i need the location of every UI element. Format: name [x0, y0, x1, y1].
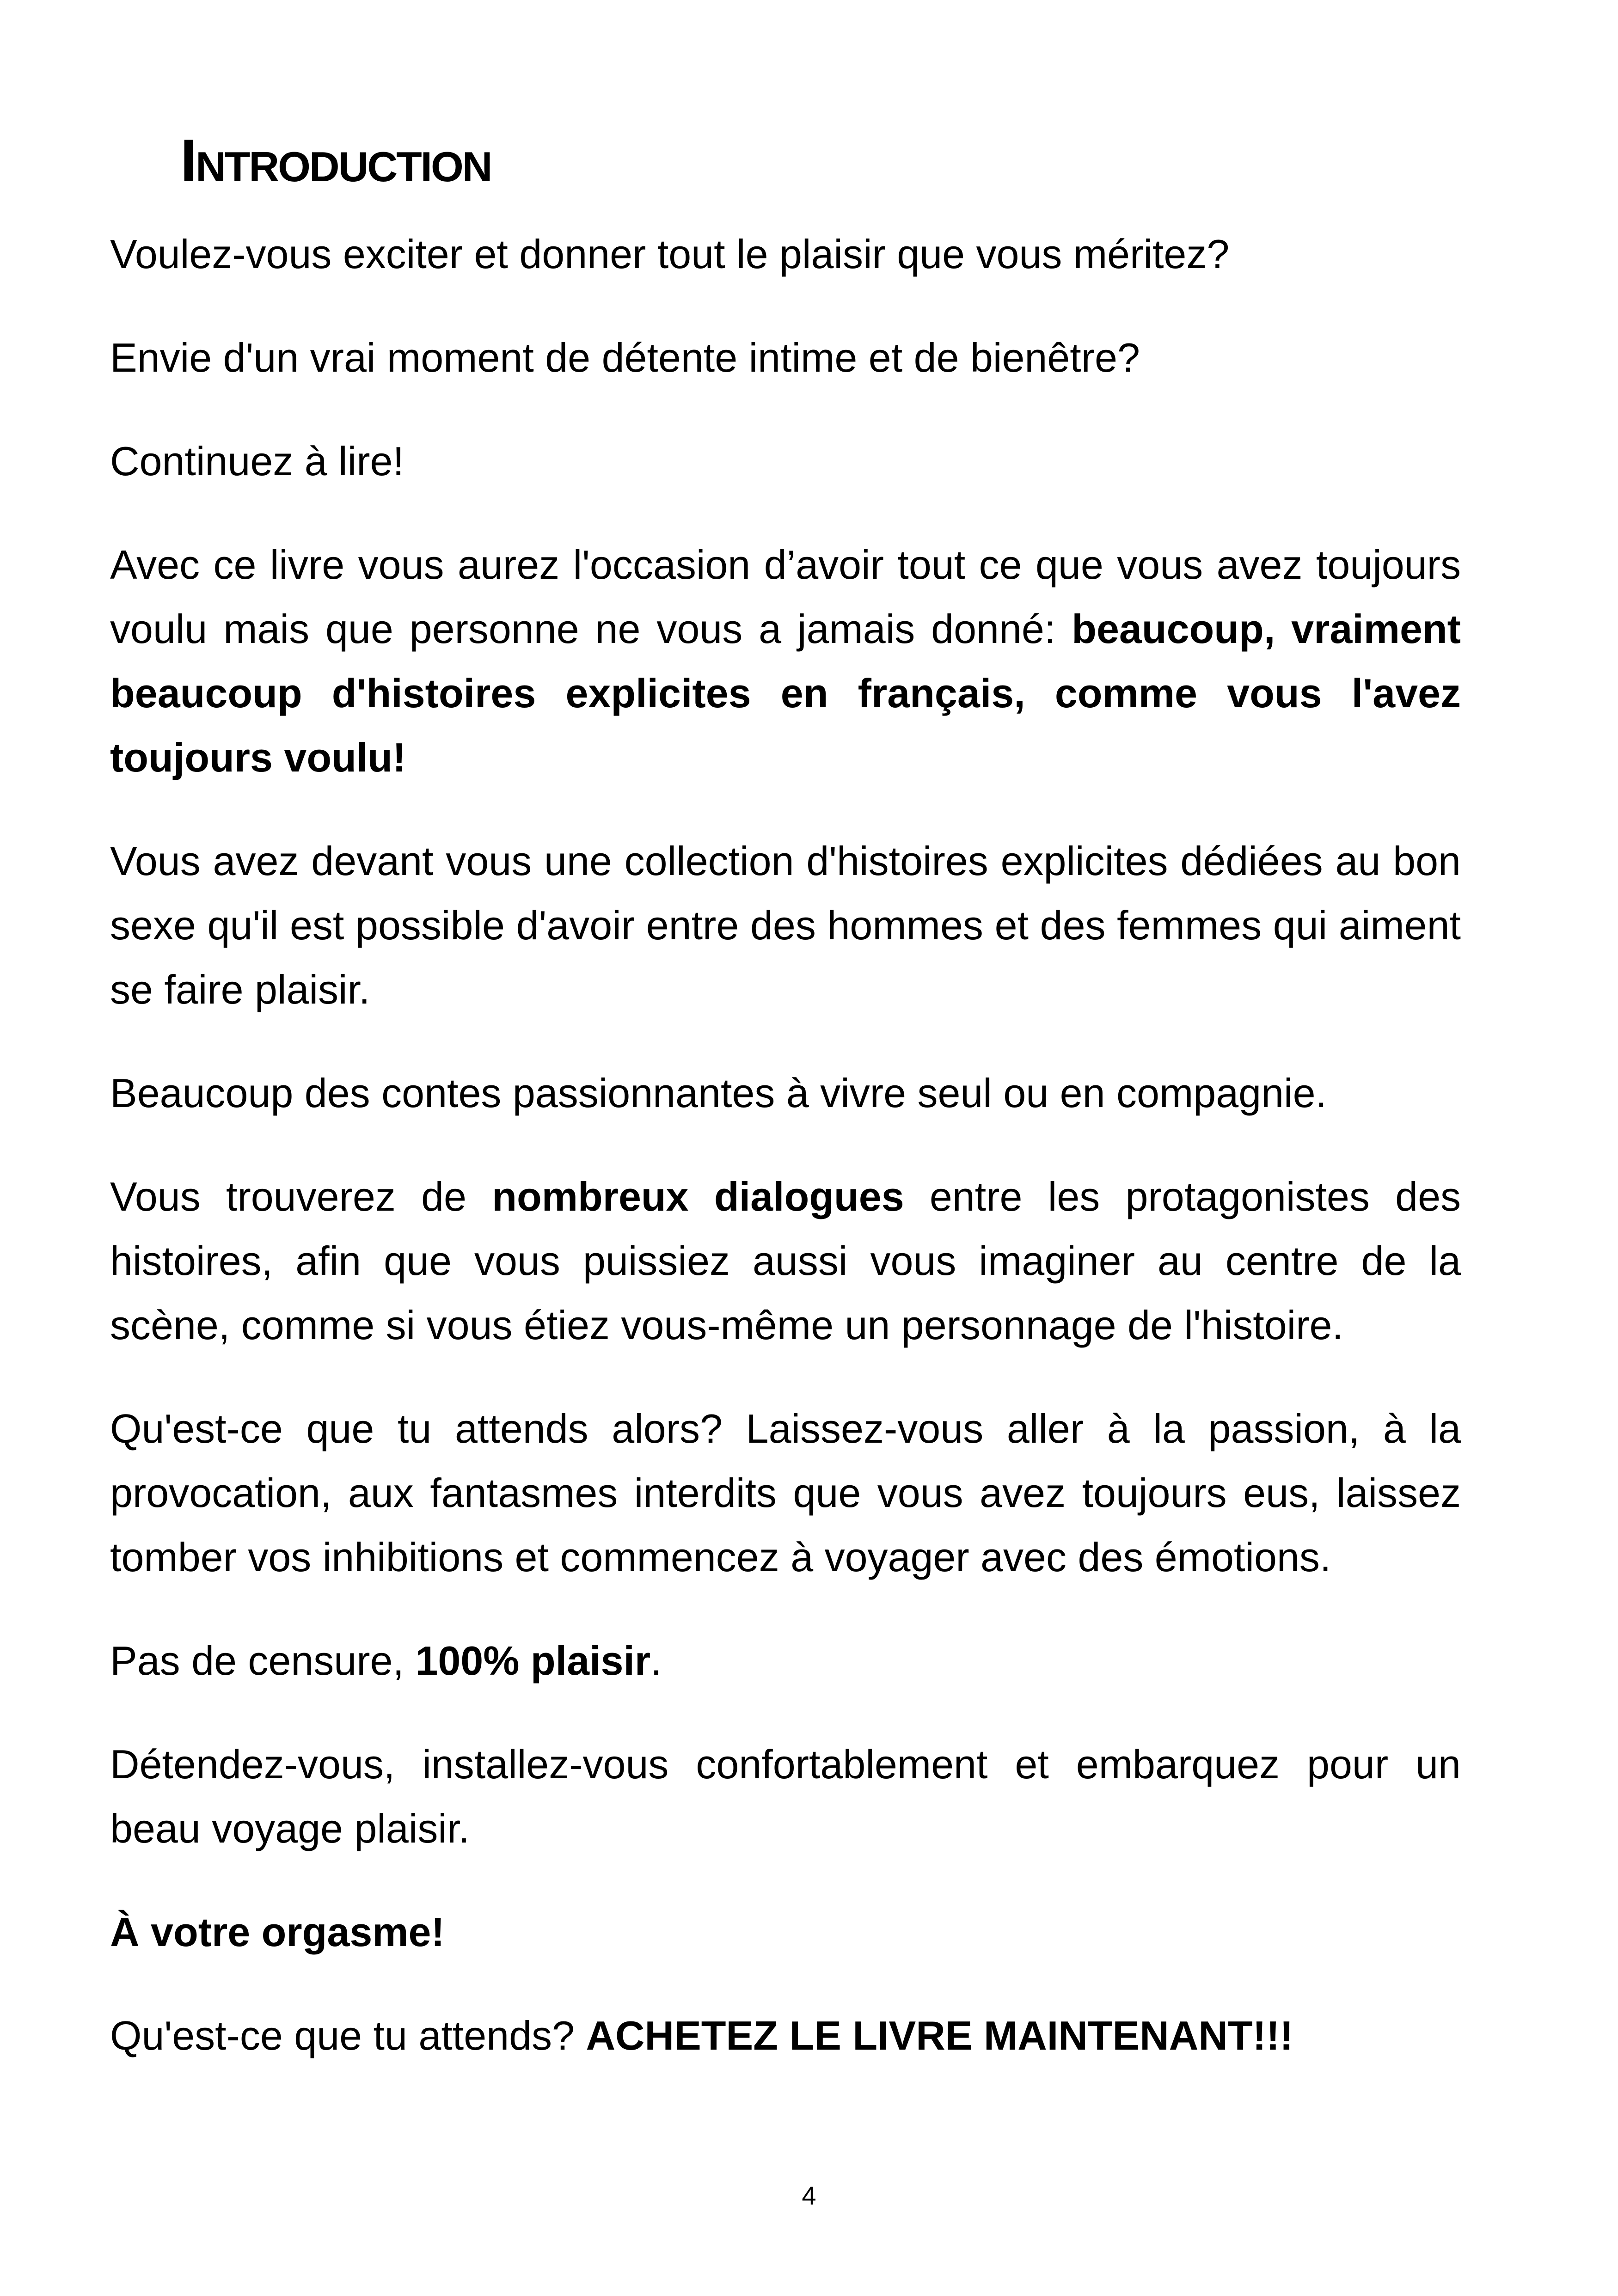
paragraph-4-bold: beaucoup, vraiment beaucoup d'histoires explicites en français, comme vous l'avez toujours voulu!	[110, 606, 1461, 780]
paragraph-9-before: Pas de censure,	[110, 1638, 416, 1684]
paragraph-12-before: Qu'est-ce que tu attends?	[110, 2013, 586, 2058]
paragraph-8: Qu'est-ce que tu attends alors? Laissez-vous aller à la passion, à la provocation, aux fantasmes interdits que vous avez toujours eus, laissez tomber vos inhibitions et commencez à voyager avec des émotions.	[110, 1406, 1461, 1580]
page-title: Introduction	[180, 127, 491, 194]
paragraph-9-bold: 100% plaisir	[415, 1638, 651, 1684]
paragraph-1: Voulez-vous exciter et donner tout le plaisir que vous méritez?	[110, 231, 1230, 277]
paragraph-3: Continuez à lire!	[110, 438, 404, 484]
page-number: 4	[802, 2181, 816, 2210]
paragraph-11-bold: À votre orgasme!	[110, 1909, 445, 1955]
paragraph-2: Envie d'un vrai moment de détente intime et de bienêtre?	[110, 335, 1140, 380]
paragraph-5: Vous avez devant vous une collection d'histoires explicites dédiées au bon sexe qu'il est possible d'avoir entre des hommes et des femmes qui aiment se faire plaisir.	[110, 838, 1461, 1012]
paragraph-9-after: .	[650, 1638, 662, 1684]
body-text	[110, 222, 1461, 2107]
paragraph-7	[110, 1164, 1461, 1357]
paragraph-7-bold: nombreux dialogues	[492, 1174, 904, 1219]
paragraph-4	[110, 533, 1461, 790]
paragraph-9	[110, 1629, 1461, 1693]
paragraph-12-bold: ACHETEZ LE LIVRE MAINTENANT!!!	[586, 2013, 1293, 2058]
paragraph-7-before: Vous trouverez de	[110, 1174, 492, 1219]
paragraph-4-text: Avec ce livre vous aurez l'occasion d’avoir tout ce que vous avez toujours voulu mais que personne ne vous a jamais donné:	[110, 542, 1461, 652]
paragraph-11	[110, 1900, 1461, 1964]
paragraph-6: Beaucoup des contes passionnantes à vivre seul ou en compagnie.	[110, 1070, 1327, 1116]
paragraph-12	[110, 2003, 1461, 2068]
paragraph-10: Détendez-vous, installez-vous confortablement et embarquez pour un beau voyage plaisir.	[110, 1741, 1461, 1851]
paragraph-7-after: entre les protagonistes des histoires, afin que vous puissiez aussi vous imaginer au centre de la scène, comme si vous étiez vous-même un personnage de l'histoire.	[110, 1174, 1461, 1348]
